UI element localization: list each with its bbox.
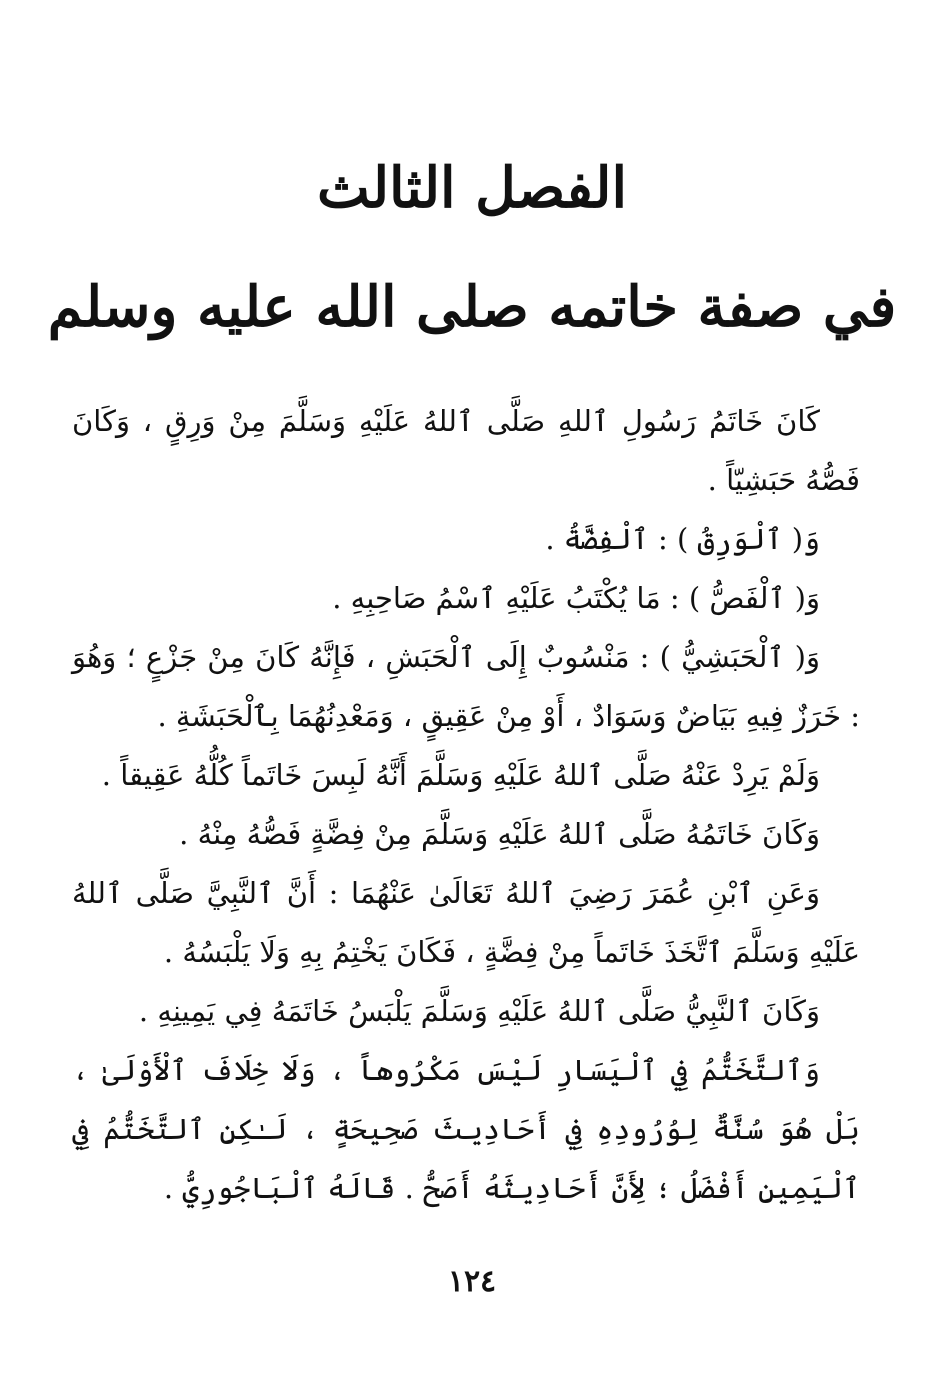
paragraph: وَ( ٱلْفَصُّ ) : مَا يُكْتَبُ عَلَيْهِ ٱسْمُ صَاحِبِهِ . <box>332 581 820 615</box>
paragraph: وَ( ٱلْحَبَشِيُّ ) : مَنْسُوبٌ إِلَى ٱلْحَبَشِ ، فَإِنَّهُ كَانَ مِنْ جَزْعٍ ؛ وَهُوَ : خَرَزٌ فِيهِ بَيَاضٌ وَسَوَادٌ ، أَوْ مِنْ عَقِيقٍ ، وَمَعْدِنُهُمَا بِٱلْحَبَشَةِ . <box>72 640 860 733</box>
paragraph: وَكَانَ خَاتَمُهُ صَلَّى ٱللهُ عَلَيْهِ وَسَلَّمَ مِنْ فِضَّةٍ فَصُّهُ مِنْهُ . <box>179 817 820 851</box>
chapter-subtitle: في صفة خاتمه صلى الله عليه وسلم <box>47 274 897 340</box>
paragraph: وَٱلتَّخَتُّمُ فِي ٱلْيَسَارِ لَيْسَ مَكْرُوهاً ، وَلَا خِلَافَ ٱلْأَوْلَىٰ ، بَلْ هُوَ سُنَّةٌ لِوُرُودِهِ فِي أَحَادِيثَ صَحِيحَةٍ ، لَـٰكِنِ ٱلتَّخَتُّمُ فِي ٱلْيَمِينِ أَفْضَلُ ؛ لِأَنَّ أَحَادِيثَهُ أَصَحُّ . قَالَهُ ٱلْبَاجُورِيُّ . <box>72 1053 860 1205</box>
paragraph: وَكَانَ ٱلنَّبِيُّ صَلَّى ٱللهُ عَلَيْهِ وَسَلَّمَ يَلْبَسُ خَاتَمَهُ فِي يَمِينِهِ . <box>138 994 820 1028</box>
page-number: ١٢٤ <box>447 1264 497 1299</box>
paragraph: وَ( ٱلْوَرِقُ ) : ٱلْفِضَّةُ . <box>545 522 820 556</box>
paragraph: وَعَنِ ٱبْنِ عُمَرَ رَضِيَ ٱللهُ تَعَالَىٰ عَنْهُمَا : أَنَّ ٱلنَّبِيَّ صَلَّى ٱللهُ عَلَيْهِ وَسَلَّمَ ٱتَّخَذَ خَاتَماً مِنْ فِضَّةٍ ، فَكَانَ يَخْتِمُ بِهِ وَلَا يَلْبَسُهُ . <box>72 876 860 969</box>
chapter-title: الفصل الثالث <box>316 155 628 221</box>
paragraph: وَلَمْ يَرِدْ عَنْهُ صَلَّى ٱللهُ عَلَيْهِ وَسَلَّمَ أَنَّهُ لَبِسَ خَاتَماً كُلُّهُ عَقِيقاً . <box>101 758 820 792</box>
body-text <box>72 392 860 1218</box>
paragraph: كَانَ خَاتَمُ رَسُولِ ٱللهِ صَلَّى ٱللهُ عَلَيْهِ وَسَلَّمَ مِنْ وَرِقٍ ، وَكَانَ فَصُّهُ حَبَشِيّاً . <box>72 404 860 497</box>
